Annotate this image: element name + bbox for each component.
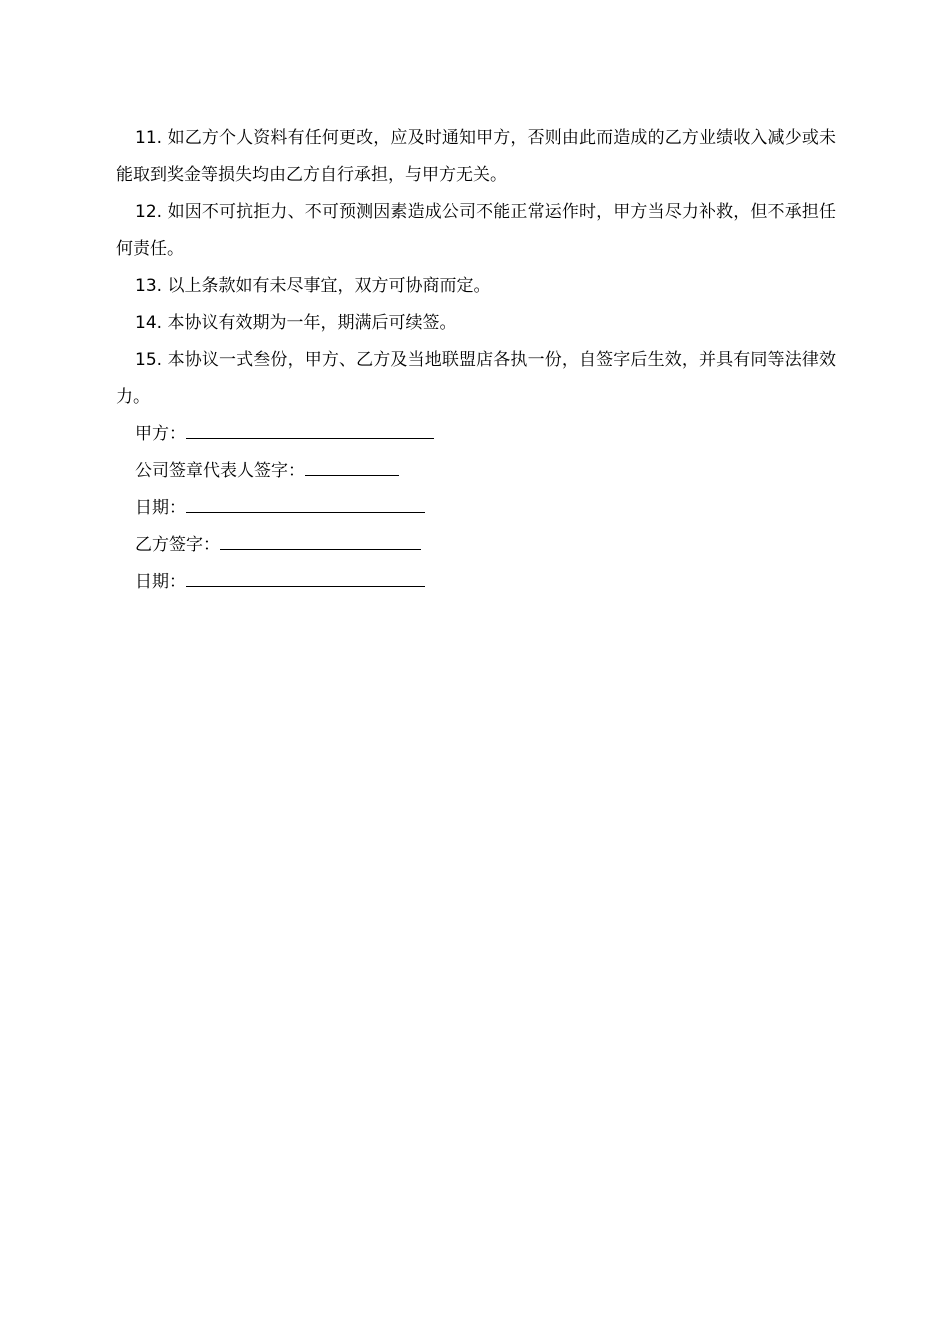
date-label-2: 日期： <box>135 572 186 592</box>
party-b-blank <box>220 535 421 550</box>
party-a-signature-line <box>116 416 836 453</box>
company-rep-label: 公司签章代表人签字： <box>135 461 305 481</box>
party-b-label: 乙方签字： <box>135 535 220 555</box>
clause-12: 12. 如因不可抗拒力、不可预测因素造成公司不能正常运作时，甲方当尽力补救，但不承担任何责任。 <box>116 202 836 259</box>
date-blank-2 <box>186 572 425 587</box>
date-label-1: 日期： <box>135 498 186 518</box>
clause-13: 13. 以上条款如有未尽事宜，双方可协商而定。 <box>135 276 491 296</box>
company-rep-blank <box>305 461 399 476</box>
company-rep-signature-line <box>116 453 836 490</box>
clause-14: 14. 本协议有效期为一年，期满后可续签。 <box>135 313 457 333</box>
clause-15: 15. 本协议一式叁份，甲方、乙方及当地联盟店各执一份，自签字后生效，并具有同等法律效力。 <box>116 350 836 407</box>
date-blank-1 <box>186 498 425 513</box>
document-page <box>116 120 836 601</box>
clause-11: 11. 如乙方个人资料有任何更改，应及时通知甲方，否则由此而造成的乙方业绩收入减少或未能取到奖金等损失均由乙方自行承担，与甲方无关。 <box>116 128 836 185</box>
party-a-label: 甲方： <box>135 424 186 444</box>
date-line-1 <box>116 490 836 527</box>
party-b-signature-line <box>116 527 836 564</box>
party-a-blank <box>186 424 434 439</box>
date-line-2 <box>116 564 836 601</box>
